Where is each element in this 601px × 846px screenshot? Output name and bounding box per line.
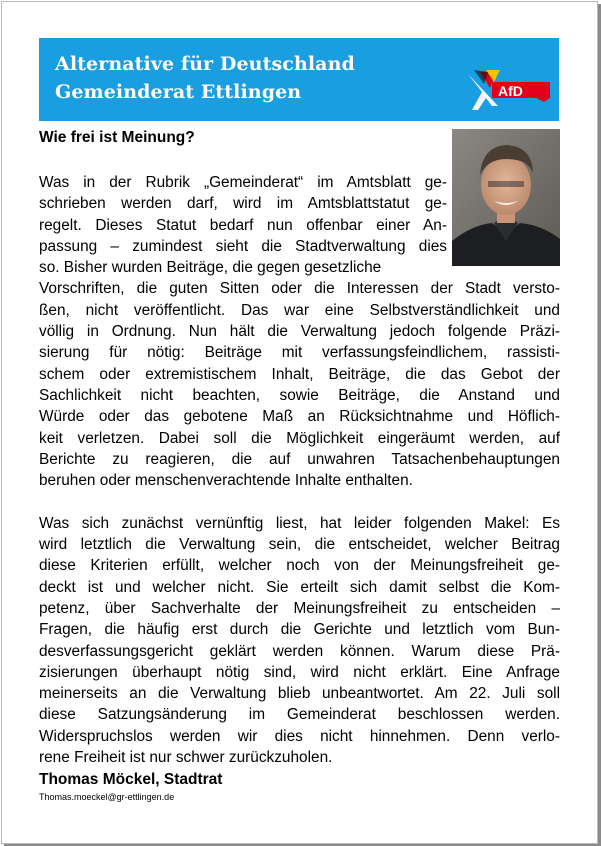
text-line: petenz, über Sachverhalte der Meinungsfreiheit zu entscheiden – (39, 599, 560, 617)
afd-logo-text: AfD (498, 83, 523, 99)
text-line: Würde oder das gebotene Maß an Rücksichtnahme und Höflich- (39, 408, 560, 426)
text-line: Vorschriften, die guten Sitten oder die Interessen der Stadt versto- (39, 280, 560, 298)
paragraph-1-rest (39, 278, 560, 491)
text-line: zisierungen überhaupt nötig sind, wird nicht erklärt. Eine Anfrage (39, 663, 560, 681)
text-line: schem oder extremistischem Inhalt, Beiträge, die das Gebot der (39, 365, 560, 383)
text-line: keit verletzen. Dabei soll die Möglichkeit eingeräumt werden, auf (39, 429, 560, 447)
text-line: diese Satzungsänderung im Gemeinderat beschlossen werden. (39, 706, 560, 724)
paragraph-2 (39, 513, 560, 769)
text-line: schrieben werden darf, wird im Amtsblattstatut ge- (39, 195, 447, 213)
afd-logo (466, 68, 552, 112)
signature-name: Thomas Möckel, Stadtrat (39, 771, 223, 788)
text-line: Sachlichkeit nicht beachten, sowie Beiträge, die Anstand und (39, 386, 560, 404)
text-line: meinerseits an die Verwaltung blieb unbeantwortet. Am 22. Juli soll (39, 685, 560, 703)
text-line: Was sich zunächst vernünftig liest, hat leider folgenden Makel: Es (39, 514, 560, 532)
text-line: ßen, nicht veröffentlicht. Das war eine Selbstverständlichkeit und (39, 301, 560, 319)
text-line: diese Kriterien erfüllt, welcher noch von der Meinungsfreiheit ge- (39, 557, 560, 575)
text-line: deckt ist und welcher nicht. Sie erteilt sich damit selbst die Kom- (39, 578, 560, 596)
header-line-party: Alternative für Deutschland (55, 53, 355, 75)
header-title (55, 50, 355, 106)
header-line-council: Gemeinderat Ettlingen (55, 81, 302, 103)
article-body (39, 172, 560, 768)
text-line: regelt. Dieses Statut bedarf nun offenbar einer An- (39, 216, 447, 234)
signature-email: Thomas.moeckel@gr-ettlingen.de (39, 792, 175, 802)
text-line: passung – zumindest sieht die Stadtverwaltung dies (39, 237, 447, 255)
text-line: Fragen, die häufig erst durch die Gerichte und letztlich vom Bun- (39, 621, 560, 639)
text-line: beruhen oder menschenverachtende Inhalte enthalten. (39, 472, 413, 490)
text-line: Berichte zu reagieren, die auf unwahren Tatsachenbehauptungen (39, 450, 560, 468)
text-line: Widerspruchslos werden wir dies nicht hinnehmen. Denn verlo- (39, 727, 560, 745)
paragraph-1-intro (39, 172, 447, 278)
text-line: rene Freiheit ist nur schwer zurückzuholen. (39, 749, 333, 767)
text-line: völlig in Ordnung. Nun hält die Verwaltung jedoch folgende Präzi- (39, 323, 560, 341)
text-line: Was in der Rubrik „Gemeinderat“ im Amtsblatt ge- (39, 174, 447, 191)
text-line: wird letztlich die Verwaltung sein, die entscheidet, welcher Beitrag (39, 536, 560, 554)
text-line: desverfassungsgericht geklärt werden können. Warum diese Prä- (39, 642, 560, 660)
article-headline: Wie frei ist Meinung? (39, 129, 195, 146)
text-line: sierung für nötig: Beiträge mit verfassungsfeindlichem, rassisti- (39, 344, 560, 362)
header-banner (39, 38, 559, 121)
text-line: so. Bisher wurden Beiträge, die gegen gesetzliche (39, 259, 382, 277)
